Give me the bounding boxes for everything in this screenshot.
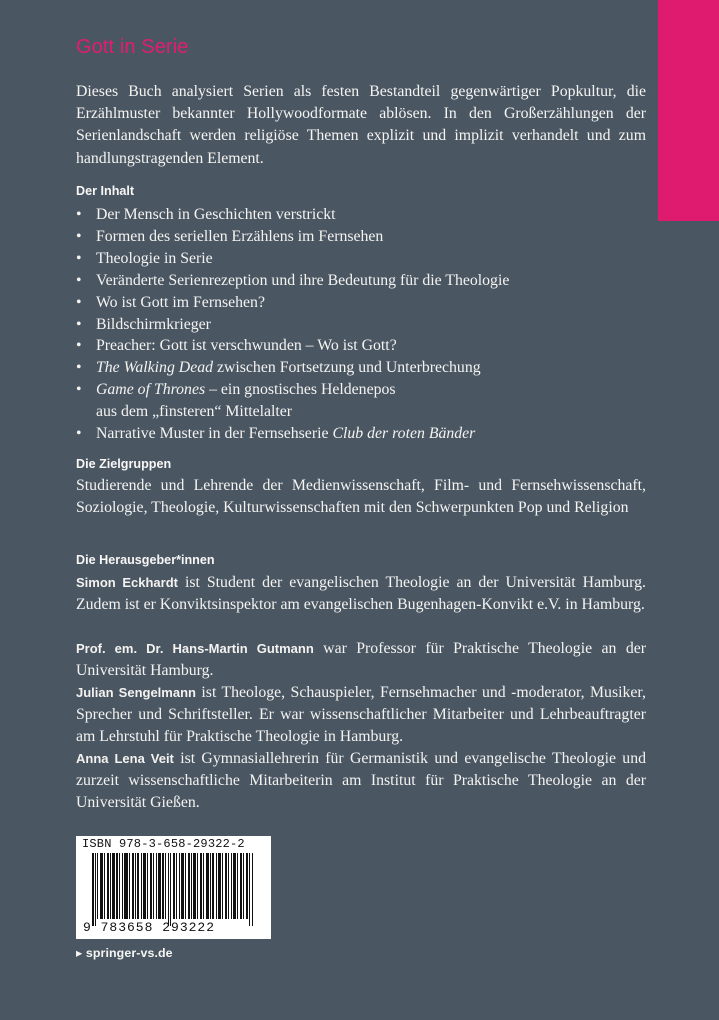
list-item [76, 248, 646, 270]
contents-heading: Der Inhalt [76, 184, 135, 198]
list-item-text: Der Mensch in Geschichten verstrickt [96, 206, 336, 223]
accent-band [658, 0, 719, 221]
editor-anna-lena-veit [76, 748, 646, 814]
list-item [76, 226, 646, 248]
triangle-right-icon: ▸ [76, 946, 83, 960]
springer-link-text: springer-vs.de [85, 946, 173, 960]
isbn-label: ISBN 978-3-658-29322-2 [82, 837, 245, 851]
list-item-text: Bildschirmkrieger [96, 315, 211, 333]
editor-bio: war Professor für Praktische Theologie an der Universität Hamburg. [76, 640, 646, 679]
list-item [76, 423, 646, 445]
barcode-box [76, 836, 271, 939]
list-item [76, 314, 646, 336]
page-title: Gott in Serie [76, 36, 189, 58]
list-item-text: – ein gnostisches Heldenepos [205, 381, 396, 399]
list-item-text: Narrative Muster in der Fernsehserie [96, 425, 333, 443]
audience-heading: Die Zielgruppen [76, 457, 172, 471]
editor-bio: ist Gymnasiallehrerin für Germanistik und evangelische Theologie und zurzeit wissenschaftliche Mitarbeiterin am Institut für Praktische Theologie an der Universität Gießen. [76, 750, 646, 811]
intro-paragraph: Dieses Buch analysiert Serien als festen Bestandteil gegenwärtiger Popkultur, die Erzählmuster bekannter Hollywoodformate ablösen. In den Großerzählungen der Serienlandschaft werden religiöse Themen explizit und implizit verhandelt und zum handlungstragenden Element. [76, 83, 646, 167]
list-item [76, 292, 646, 314]
list-item-italic: Club der roten Bänder [332, 425, 476, 443]
list-item-text: Preacher: Gott ist verschwunden – Wo ist Gott? [96, 337, 397, 355]
list-item-text: Wo ist Gott im Fernsehen? [96, 293, 265, 311]
list-item [76, 270, 646, 292]
contents-list [76, 204, 646, 445]
editors-heading: Die Herausgeber*innen [76, 553, 215, 567]
list-item [76, 335, 646, 357]
editor-bio: ist Student der evangelischen Theologie an der Universität Hamburg. Zudem ist er Konviktsinspektor am evangelischen Bugenhagen-Konvikt e.V. in Hamburg. [76, 574, 646, 613]
editor-name: Prof. em. Dr. Hans-Martin Gutmann [76, 641, 314, 656]
list-item-text: zwischen Fortsetzung und Unterbrechung [213, 359, 481, 377]
editor-bio: ist Theologe, Schauspieler, Fernsehmacher und -moderator, Musiker, Sprecher und Schriftsteller. Er war wissenschaftlicher Mitarbeiter und Lehrbeauftragter am Lehrstuhl für Praktische Theologie in Hamburg. [76, 684, 646, 745]
springer-link[interactable] [76, 945, 173, 960]
barcode-digits: 9 783658 293222 [83, 920, 216, 935]
editor-name: Anna Lena Veit [76, 751, 174, 766]
editor-julian-sengelmann [76, 682, 646, 748]
audience-text: Studierende und Lehrende der Medienwissenschaft, Film- und Fernsehwissenschaft, Soziologie, Theologie, Kulturwissenschaften mit den Schwerpunkten Pop und Religion [76, 477, 646, 516]
list-item-italic: Game of Thrones [96, 381, 206, 399]
editor-name: Simon Eckhardt [76, 575, 178, 590]
list-item [76, 204, 646, 226]
list-item [76, 379, 646, 423]
list-item [76, 357, 646, 379]
list-item-text: Formen des seriellen Erzählens im Fernsehen [96, 227, 384, 245]
editor-simon-eckhardt [76, 572, 646, 616]
list-item-text-line2: aus dem „finsteren“ Mittelalter [96, 403, 293, 421]
list-item-text: Theologie in Serie [96, 249, 213, 267]
list-item-text: Veränderte Serienrezeption und ihre Bedeutung für die Theologie [96, 271, 510, 289]
editor-name: Julian Sengelmann [76, 685, 196, 700]
list-item-italic: The Walking Dead [96, 359, 214, 377]
editor-hans-martin-gutmann [76, 638, 646, 682]
